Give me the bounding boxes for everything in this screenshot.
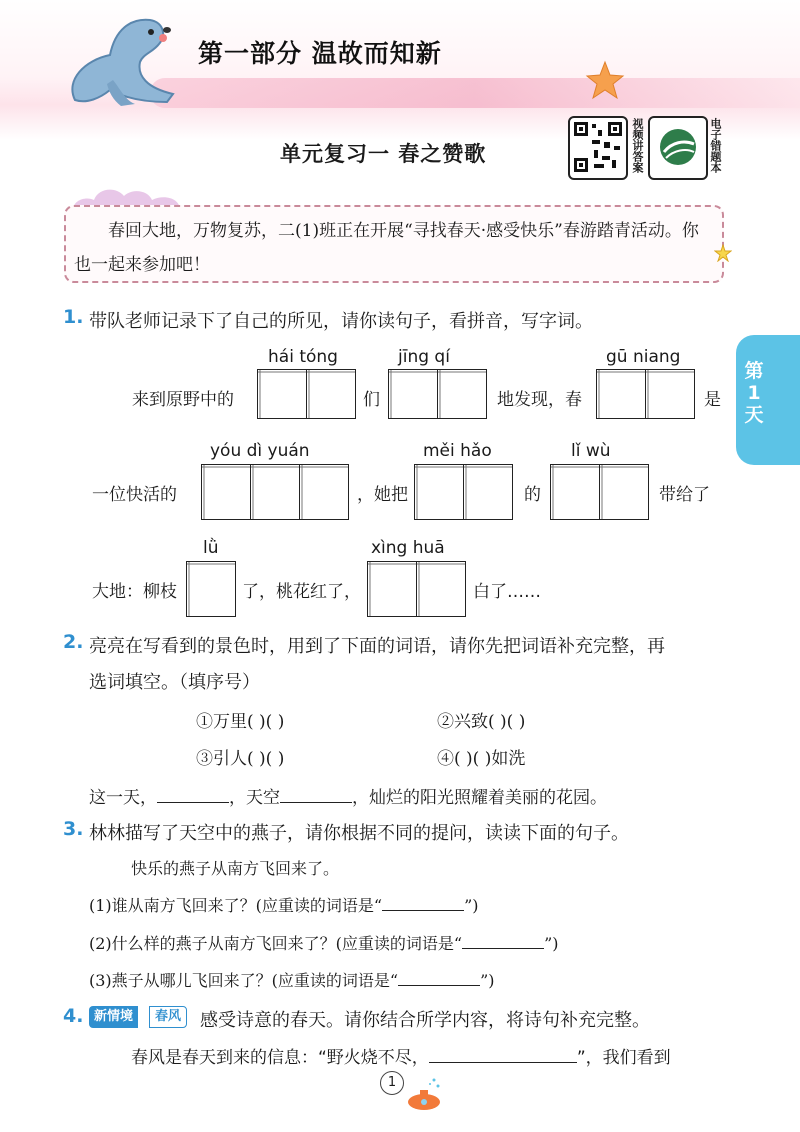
intro-text: 春回大地，万物复苏，二(1)班正在开展“寻找春天·感受快乐”春游踏青活动。你也一起来参加吧！ xyxy=(74,221,699,275)
q3-sub-1-close: ”) xyxy=(464,896,479,915)
header-wave xyxy=(150,78,800,108)
q2-sentence-part-c: ，灿烂的阳光照耀着美丽的花园。 xyxy=(352,788,607,808)
qr-code-icon[interactable] xyxy=(568,116,628,180)
unit-title: 单元复习一 春之赞歌 xyxy=(280,142,487,166)
q3-sub-2-close: ”) xyxy=(544,934,559,953)
q2-blank-2[interactable] xyxy=(280,788,352,803)
q3-prompt: 林林描写了天空中的燕子，请你根据不同的提问，读读下面的句子。 xyxy=(89,823,629,844)
q2-number: 2. xyxy=(63,631,84,653)
error-book-qr-icon[interactable] xyxy=(648,116,708,180)
q2-prompt-line1: 亮亮在写看到的景色时，用到了下面的词语，请你先把词语补充完整，再 xyxy=(89,636,665,657)
star-icon xyxy=(714,244,732,262)
q4-blank-1[interactable] xyxy=(429,1048,577,1063)
answer-grid-guniang[interactable] xyxy=(596,369,695,419)
q1-row3-text-2: 了，桃花红了， xyxy=(242,582,361,602)
q3-sub-1 xyxy=(89,893,479,916)
q1-row1-text-1: 来到原野中的 xyxy=(132,390,234,410)
pinyin-meihao: měi hǎo xyxy=(423,441,492,461)
pinyin-liwu: lǐ wù xyxy=(571,441,611,461)
answer-grid-liwu[interactable] xyxy=(550,464,649,520)
submarine-icon xyxy=(404,1074,444,1114)
q2-option-4[interactable]: ④( )( )如洗 xyxy=(437,749,526,769)
pinyin-guniang: gū niang xyxy=(606,347,681,367)
q1-row1-text-2: 们 xyxy=(363,390,380,410)
q3-blank-3[interactable] xyxy=(398,971,480,986)
q3-sub-2-text: (2)什么样的燕子从南方飞回来了？(应重读的词语是“ xyxy=(89,934,463,953)
q3-sub-2 xyxy=(89,931,559,954)
q4-number: 4. xyxy=(63,1005,84,1027)
q1-row3-text-3: 白了…… xyxy=(473,582,541,602)
q3-sub-1-text: (1)谁从南方飞回来了？(应重读的词语是“ xyxy=(89,896,383,915)
answer-grid-youdiyuan[interactable] xyxy=(201,464,349,520)
qr-label-error-book: 电子错题本 xyxy=(709,118,722,173)
q3-sentence: 快乐的燕子从南方飞回来了。 xyxy=(131,859,340,878)
q2-fill-sentence xyxy=(89,783,607,808)
pinyin-xinghua: xìng huā xyxy=(371,538,445,558)
pinyin-youdiyuan: yóu dì yuán xyxy=(210,441,310,461)
q1-row1-text-4: 是 xyxy=(704,390,721,410)
q2-sentence-part-a: 这一天， xyxy=(89,788,157,808)
qr-label-video: 视频讲答案 xyxy=(631,118,644,173)
answer-grid-meihao[interactable] xyxy=(414,464,513,520)
q3-sub-3-text: (3)燕子从哪儿飞回来了？(应重读的词语是“ xyxy=(89,971,399,990)
q1-row3-text-1: 大地：柳枝 xyxy=(92,582,177,602)
q3-sub-3 xyxy=(89,968,495,991)
q3-blank-1[interactable] xyxy=(382,896,464,911)
q3-sub-3-close: ”) xyxy=(480,971,495,990)
q1-prompt: 带队老师记录下了自己的所见，请你读句子，看拼音，写字词。 xyxy=(89,311,593,332)
q1-row2-text-4: 带给了 xyxy=(659,485,710,505)
answer-grid-jingqi[interactable] xyxy=(388,369,487,419)
pinyin-lu: lǜ xyxy=(203,538,219,558)
q4-line xyxy=(131,1043,671,1068)
q1-row2-text-3: 的 xyxy=(524,485,541,505)
q4-prompt: 感受诗意的春天。请你结合所学内容，将诗句补充完整。 xyxy=(200,1010,650,1031)
q1-row2-text-1: 一位快活的 xyxy=(92,485,177,505)
q2-blank-1[interactable] xyxy=(157,788,229,803)
starfish-icon xyxy=(585,60,625,100)
q2-prompt-line2: 选词填空。（填序号） xyxy=(89,672,260,693)
answer-grid-xinghua[interactable] xyxy=(367,561,466,617)
new-context-badge: 新情境 xyxy=(89,1006,138,1028)
q1-row2-text-2: ，她把 xyxy=(357,485,408,505)
q4-line-part-a: 春风是春天到来的信息：“野火烧不尽， xyxy=(131,1048,429,1068)
q3-number: 3. xyxy=(63,818,84,840)
q1-number: 1. xyxy=(63,306,84,328)
page-number: 1 xyxy=(380,1071,404,1095)
part-title: 第一部分 温故而知新 xyxy=(198,39,442,68)
answer-grid-lu[interactable] xyxy=(186,561,236,617)
q2-option-1[interactable]: ①万里( )( ) xyxy=(196,712,285,732)
q2-option-2[interactable]: ②兴致( )( ) xyxy=(437,712,526,732)
topic-badge: 春风 xyxy=(149,1006,187,1028)
q1-row1-text-3: 地发现，春 xyxy=(497,390,582,410)
pinyin-haitong: hái tóng xyxy=(268,347,338,367)
q3-blank-2[interactable] xyxy=(462,934,544,949)
q2-sentence-part-b: ，天空 xyxy=(229,788,280,808)
answer-grid-haitong[interactable] xyxy=(257,369,356,419)
q2-option-3[interactable]: ③引人( )( ) xyxy=(196,749,285,769)
pinyin-jingqi: jīng qí xyxy=(398,347,450,367)
sea-lion-icon xyxy=(55,10,185,110)
q4-line-part-b: ”，我们看到 xyxy=(576,1048,671,1068)
day-tab-label: 第1天 xyxy=(744,360,764,426)
